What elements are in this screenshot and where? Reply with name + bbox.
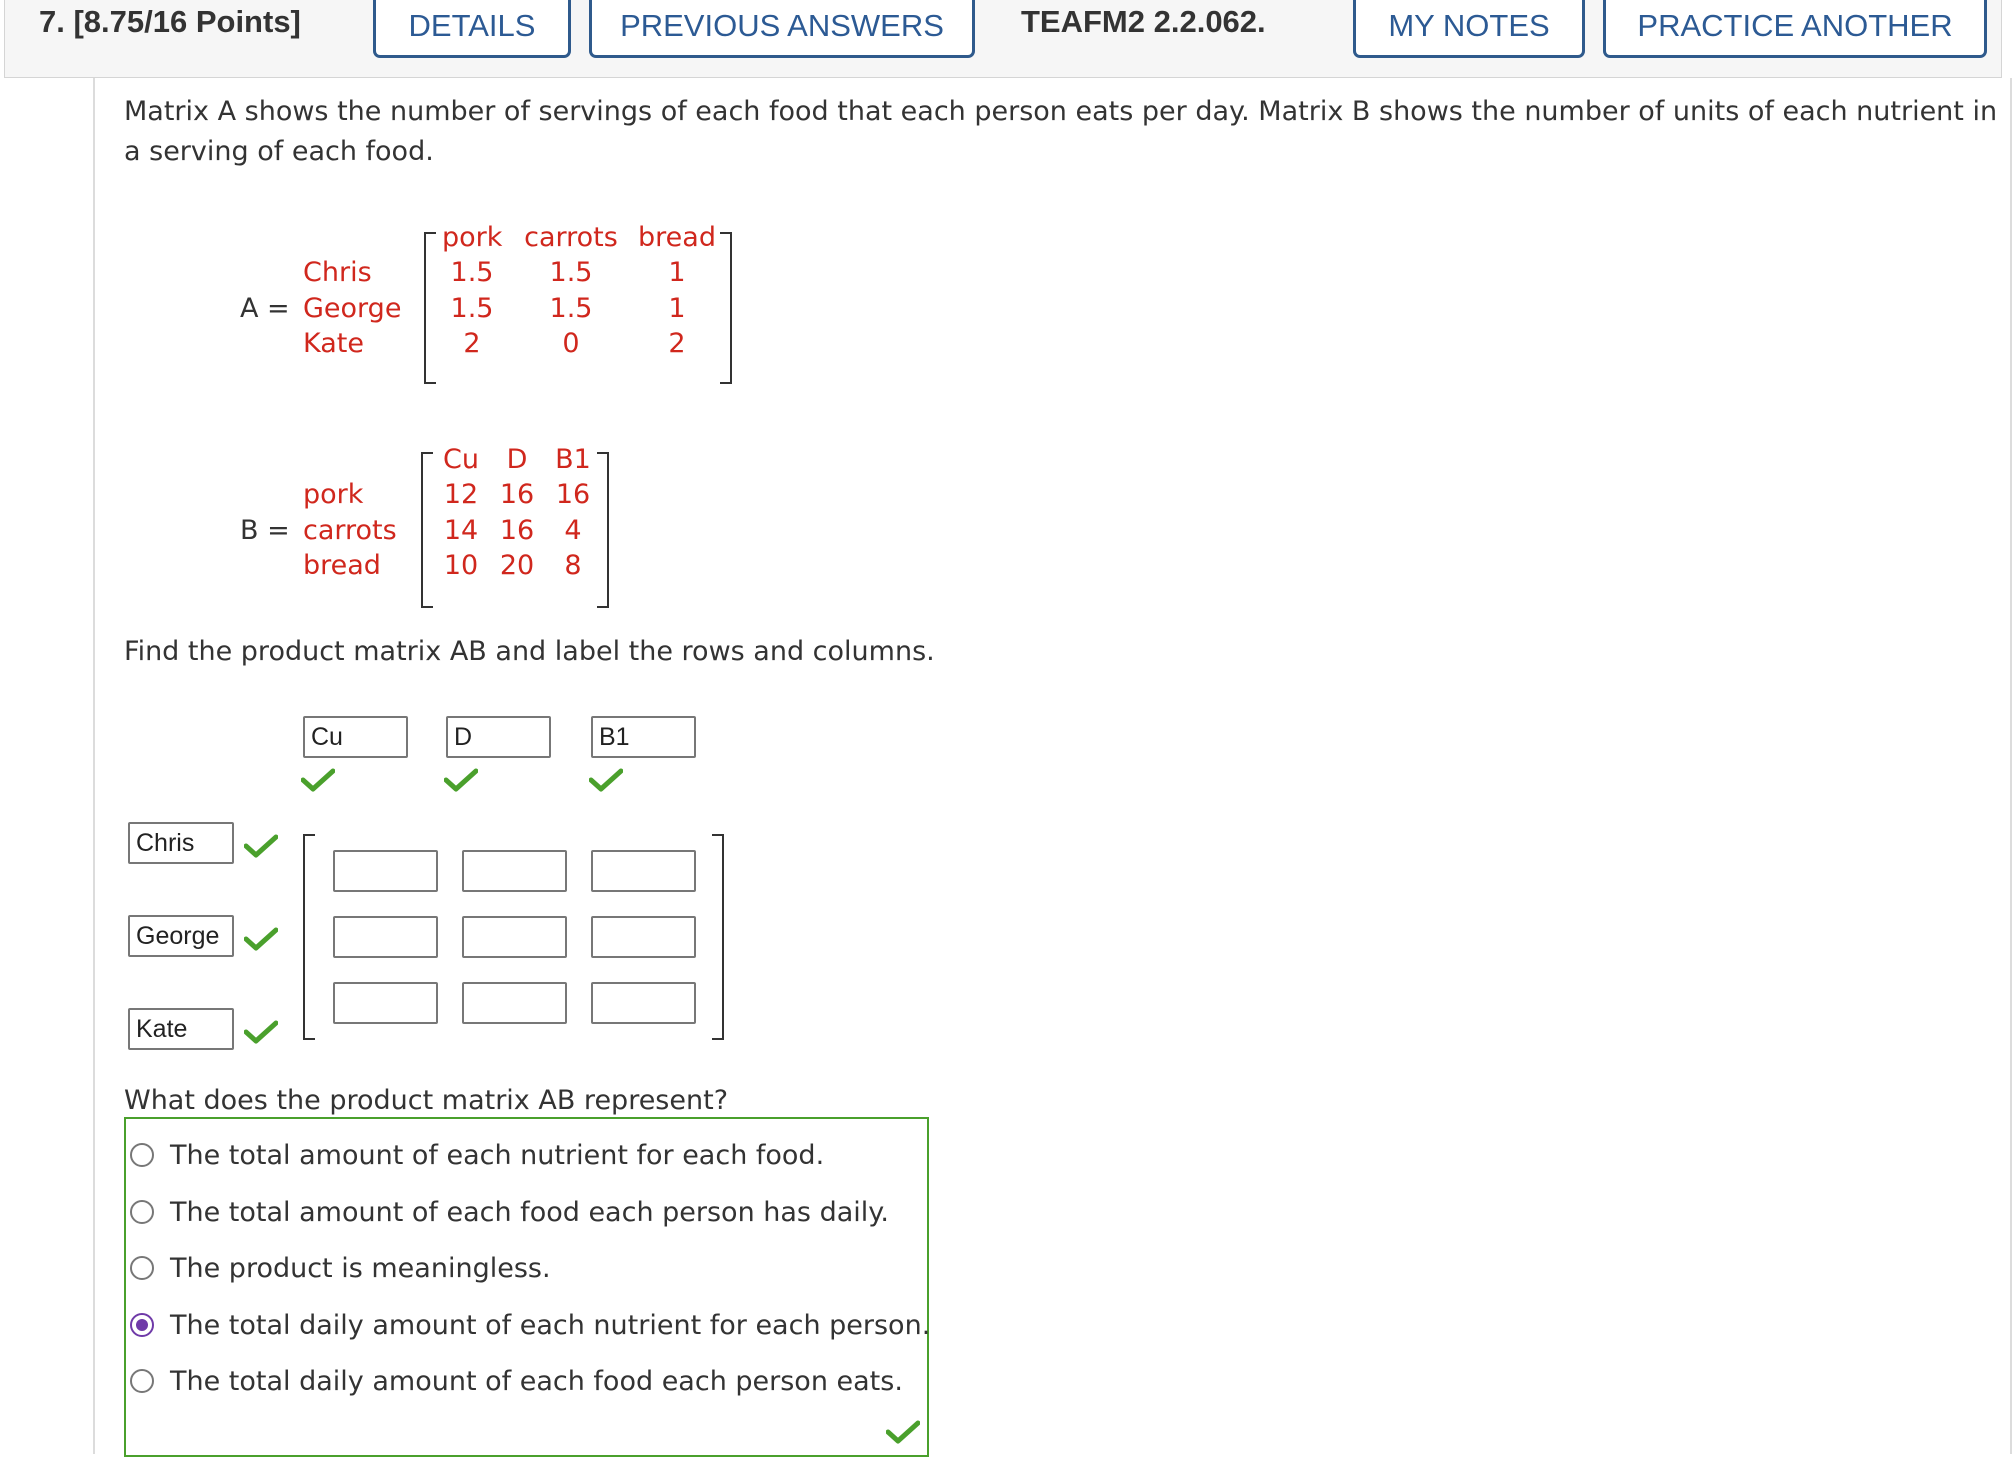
matrix-a-cell: 1.5 — [549, 293, 593, 324]
matrix-b-col-label: B1 — [555, 444, 591, 475]
matrix-a-cell: 1.5 — [450, 257, 494, 288]
answer-matrix-right-bracket — [712, 834, 724, 1040]
answer-matrix-left-bracket — [303, 834, 315, 1040]
answer-cell-george-d[interactable] — [462, 916, 567, 958]
question-header — [4, 0, 2002, 78]
matrix-b-cell: 8 — [564, 550, 582, 581]
previous-answers-button[interactable]: PREVIOUS ANSWERS — [589, 0, 975, 58]
mc-option[interactable] — [130, 1361, 903, 1401]
problem-code: TEAFM2 2.2.062. — [1021, 4, 1266, 39]
my-notes-button[interactable]: MY NOTES — [1353, 0, 1585, 58]
mc-question: What does the product matrix AB represent? — [124, 1085, 729, 1116]
matrix-a-col-label: carrots — [524, 222, 618, 253]
radio-empty-icon[interactable] — [130, 1369, 154, 1393]
matrix-a-cell: 1 — [668, 257, 686, 288]
mc-option[interactable] — [130, 1248, 551, 1288]
column-label-input-b1[interactable]: B1 — [591, 716, 696, 758]
check-icon — [301, 768, 335, 792]
row-label-input-chris[interactable]: Chris — [128, 822, 234, 864]
check-icon — [886, 1420, 920, 1444]
matrix-a-row-label: George — [303, 293, 402, 324]
matrix-b-cell: 12 — [443, 479, 479, 510]
matrix-b-row-label: pork — [303, 479, 364, 510]
matrix-b-name: B = — [240, 515, 290, 546]
matrix-b-cell: 20 — [499, 550, 535, 581]
radio-selected-icon[interactable] — [130, 1313, 154, 1337]
matrix-a-right-bracket — [720, 232, 732, 384]
answer-cell-kate-cu[interactable] — [333, 982, 438, 1024]
mc-option-label: The total amount of each nutrient for each food. — [170, 1139, 825, 1171]
question-number: 7. [8.75/16 Points] — [39, 4, 301, 39]
matrix-b-col-label: D — [506, 444, 528, 475]
matrix-b-cell: 16 — [555, 479, 591, 510]
answer-cell-george-cu[interactable] — [333, 916, 438, 958]
matrix-a-col-label: pork — [442, 222, 503, 253]
row-label-input-george[interactable]: George — [128, 915, 234, 957]
answer-cell-chris-d[interactable] — [462, 850, 567, 892]
matrix-b-col-label: Cu — [443, 444, 479, 475]
matrix-a-left-bracket — [424, 232, 436, 384]
find-product-prompt: Find the product matrix AB and label the rows and columns. — [124, 636, 935, 667]
content-left-rule — [93, 78, 95, 1454]
answer-cell-kate-b1[interactable] — [591, 982, 696, 1024]
mc-option-label: The total daily amount of each food each person eats. — [170, 1365, 903, 1397]
matrix-a-cell: 1.5 — [450, 293, 494, 324]
radio-empty-icon[interactable] — [130, 1143, 154, 1167]
practice-another-button[interactable]: PRACTICE ANOTHER — [1603, 0, 1987, 58]
column-label-input-cu[interactable]: Cu — [303, 716, 408, 758]
matrix-a-name: A = — [240, 293, 290, 324]
matrix-a-col-label: bread — [638, 222, 716, 253]
mc-option-label: The total amount of each food each person has daily. — [170, 1196, 889, 1228]
check-icon — [244, 927, 278, 951]
mc-option-selected[interactable] — [130, 1305, 930, 1345]
matrix-a-cell: 2 — [668, 328, 686, 359]
matrix-b-left-bracket — [421, 452, 433, 608]
intro-line-1: Matrix A shows the number of servings of each food that each person eats per day. Matrix B shows the number of units of each nutrient in — [124, 96, 1998, 127]
radio-empty-icon[interactable] — [130, 1200, 154, 1224]
mc-option[interactable] — [130, 1135, 824, 1175]
matrix-a-cell: 1 — [668, 293, 686, 324]
check-icon — [244, 1020, 278, 1044]
mc-option[interactable] — [130, 1192, 889, 1232]
matrix-a-row-label: Kate — [303, 328, 364, 359]
matrix-a-row-label: Chris — [303, 257, 372, 288]
answer-cell-chris-b1[interactable] — [591, 850, 696, 892]
check-icon — [244, 834, 278, 858]
intro-line-2: a serving of each food. — [124, 136, 434, 167]
matrix-b-right-bracket — [597, 452, 609, 608]
answer-cell-kate-d[interactable] — [462, 982, 567, 1024]
matrix-a-cell: 0 — [562, 328, 580, 359]
matrix-b-cell: 14 — [443, 515, 479, 546]
column-label-input-d[interactable]: D — [446, 716, 551, 758]
matrix-b-cell: 4 — [564, 515, 582, 546]
check-icon — [444, 768, 478, 792]
matrix-a-cell: 1.5 — [549, 257, 593, 288]
details-button[interactable]: DETAILS — [373, 0, 571, 58]
matrix-b-cell: 10 — [443, 550, 479, 581]
matrix-a-cell: 2 — [463, 328, 481, 359]
answer-cell-chris-cu[interactable] — [333, 850, 438, 892]
mc-option-label: The total daily amount of each nutrient for each person. — [170, 1309, 931, 1341]
matrix-b-cell: 16 — [499, 515, 535, 546]
row-label-input-kate[interactable]: Kate — [128, 1008, 234, 1050]
answer-cell-george-b1[interactable] — [591, 916, 696, 958]
radio-empty-icon[interactable] — [130, 1256, 154, 1280]
matrix-b-row-label: carrots — [303, 515, 397, 546]
matrix-b-cell: 16 — [499, 479, 535, 510]
matrix-b-row-label: bread — [303, 550, 381, 581]
mc-option-label: The product is meaningless. — [170, 1252, 551, 1284]
check-icon — [589, 768, 623, 792]
